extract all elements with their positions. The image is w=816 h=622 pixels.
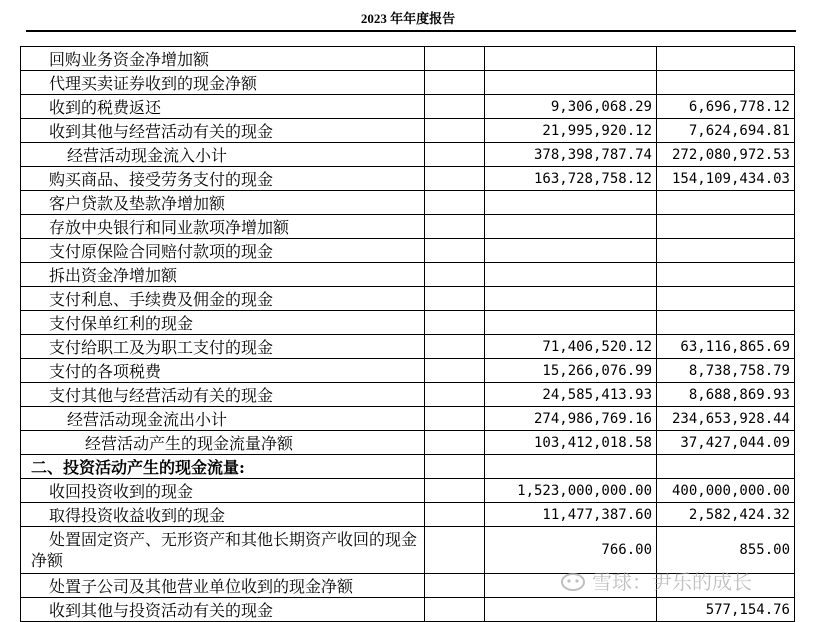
note-cell xyxy=(425,527,485,574)
cash-flow-table xyxy=(20,46,795,622)
current-year-value: 1,523,000,000.00 xyxy=(485,479,657,503)
note-cell xyxy=(425,95,485,119)
prior-year-value: 855.00 xyxy=(657,527,795,574)
note-cell xyxy=(425,311,485,335)
table-row xyxy=(21,47,795,71)
prior-year-value: 7,624,694.81 xyxy=(657,119,795,143)
prior-year-value xyxy=(657,215,795,239)
note-cell xyxy=(425,479,485,503)
note-cell xyxy=(425,215,485,239)
current-year-value: 378,398,787.74 xyxy=(485,143,657,167)
header-rule xyxy=(26,30,796,32)
current-year-value xyxy=(485,598,657,622)
table-row xyxy=(21,71,795,95)
note-cell xyxy=(425,71,485,95)
page-header-title: 2023 年年度报告 xyxy=(360,11,456,26)
row-label: 取得投资收益收到的现金 xyxy=(21,503,425,527)
watermark-text: 雪球：尹乐的成长 xyxy=(592,570,752,594)
row-label: 经营活动现金流出小计 xyxy=(21,407,425,431)
row-label: 收到的税费返还 xyxy=(21,95,425,119)
prior-year-value: 63,116,865.69 xyxy=(657,335,795,359)
prior-year-value xyxy=(657,287,795,311)
prior-year-value: 577,154.76 xyxy=(657,598,795,622)
snowball-logo-icon xyxy=(560,570,586,592)
current-year-value xyxy=(485,71,657,95)
section-heading: 二、投资活动产生的现金流量: xyxy=(21,455,425,479)
table-row xyxy=(21,119,795,143)
row-label: 回购业务资金净增加额 xyxy=(21,47,425,71)
prior-year-value xyxy=(657,47,795,71)
row-label: 处置固定资产、无形资产和其他长期资产收回的现金净额 xyxy=(21,527,425,574)
row-label: 支付原保险合同赔付款项的现金 xyxy=(21,239,425,263)
table-row xyxy=(21,383,795,407)
current-year-value xyxy=(485,215,657,239)
note-cell xyxy=(425,191,485,215)
note-cell xyxy=(425,119,485,143)
table-row xyxy=(21,215,795,239)
note-cell xyxy=(425,598,485,622)
prior-year-value: 272,080,972.53 xyxy=(657,143,795,167)
table-row xyxy=(21,311,795,335)
row-label: 客户贷款及垫款净增加额 xyxy=(21,191,425,215)
row-label: 拆出资金净增加额 xyxy=(21,263,425,287)
section-header-row xyxy=(21,455,795,479)
current-year-value: 163,728,758.12 xyxy=(485,167,657,191)
prior-year-value xyxy=(657,263,795,287)
note-cell xyxy=(425,455,485,479)
prior-year-value xyxy=(657,239,795,263)
row-label: 支付其他与经营活动有关的现金 xyxy=(21,383,425,407)
current-year-value: 71,406,520.12 xyxy=(485,335,657,359)
current-year-value: 274,986,769.16 xyxy=(485,407,657,431)
current-year-value: 24,585,413.93 xyxy=(485,383,657,407)
table-row xyxy=(21,143,795,167)
row-label: 购买商品、接受劳务支付的现金 xyxy=(21,167,425,191)
prior-year-value: 400,000,000.00 xyxy=(657,479,795,503)
prior-year-value: 8,688,869.93 xyxy=(657,383,795,407)
row-label: 支付的各项税费 xyxy=(21,359,425,383)
current-year-value: 21,995,920.12 xyxy=(485,119,657,143)
note-cell xyxy=(425,239,485,263)
prior-year-value xyxy=(657,311,795,335)
prior-year-value: 6,696,778.12 xyxy=(657,95,795,119)
prior-year-value: 37,427,044.09 xyxy=(657,431,795,455)
row-label: 处置子公司及其他营业单位收到的现金净额 xyxy=(21,574,425,598)
table-row xyxy=(21,479,795,503)
current-year-value: 15,266,076.99 xyxy=(485,359,657,383)
row-label: 收到其他与经营活动有关的现金 xyxy=(21,119,425,143)
row-label: 经营活动现金流入小计 xyxy=(21,143,425,167)
note-cell xyxy=(425,263,485,287)
note-cell xyxy=(425,47,485,71)
row-label: 支付保单红利的现金 xyxy=(21,311,425,335)
row-label: 支付利息、手续费及佣金的现金 xyxy=(21,287,425,311)
note-cell xyxy=(425,574,485,598)
table-row xyxy=(21,503,795,527)
note-cell xyxy=(425,335,485,359)
note-cell xyxy=(425,359,485,383)
table-row xyxy=(21,407,795,431)
note-cell xyxy=(425,287,485,311)
prior-year-value: 2,582,424.32 xyxy=(657,503,795,527)
current-year-value xyxy=(485,287,657,311)
prior-year-value: 234,653,928.44 xyxy=(657,407,795,431)
note-cell xyxy=(425,431,485,455)
table-row xyxy=(21,239,795,263)
prior-year-value: 8,738,758.79 xyxy=(657,359,795,383)
current-year-value xyxy=(485,455,657,479)
row-label: 收到其他与投资活动有关的现金 xyxy=(21,598,425,622)
current-year-value: 103,412,018.58 xyxy=(485,431,657,455)
note-cell xyxy=(425,143,485,167)
current-year-value: 11,477,387.60 xyxy=(485,503,657,527)
note-cell xyxy=(425,503,485,527)
row-label: 经营活动产生的现金流量净额 xyxy=(21,431,425,455)
note-cell xyxy=(425,383,485,407)
table-row xyxy=(21,167,795,191)
prior-year-value: 154,109,434.03 xyxy=(657,167,795,191)
table-row xyxy=(21,431,795,455)
table-row xyxy=(21,95,795,119)
row-label: 收回投资收到的现金 xyxy=(21,479,425,503)
note-cell xyxy=(425,167,485,191)
current-year-value xyxy=(485,263,657,287)
current-year-value xyxy=(485,47,657,71)
table-row xyxy=(21,287,795,311)
table-row xyxy=(21,359,795,383)
prior-year-value xyxy=(657,191,795,215)
watermark xyxy=(560,566,752,595)
note-cell xyxy=(425,407,485,431)
table-row xyxy=(21,191,795,215)
current-year-value xyxy=(485,239,657,263)
row-label: 支付给职工及为职工支付的现金 xyxy=(21,335,425,359)
current-year-value: 766.00 xyxy=(485,527,657,574)
prior-year-value xyxy=(657,455,795,479)
table-row xyxy=(21,263,795,287)
current-year-value xyxy=(485,191,657,215)
row-label: 存放中央银行和同业款项净增加额 xyxy=(21,215,425,239)
table-row xyxy=(21,335,795,359)
prior-year-value xyxy=(657,71,795,95)
current-year-value: 9,306,068.29 xyxy=(485,95,657,119)
current-year-value xyxy=(485,311,657,335)
row-label: 代理买卖证券收到的现金净额 xyxy=(21,71,425,95)
table-row xyxy=(21,598,795,622)
